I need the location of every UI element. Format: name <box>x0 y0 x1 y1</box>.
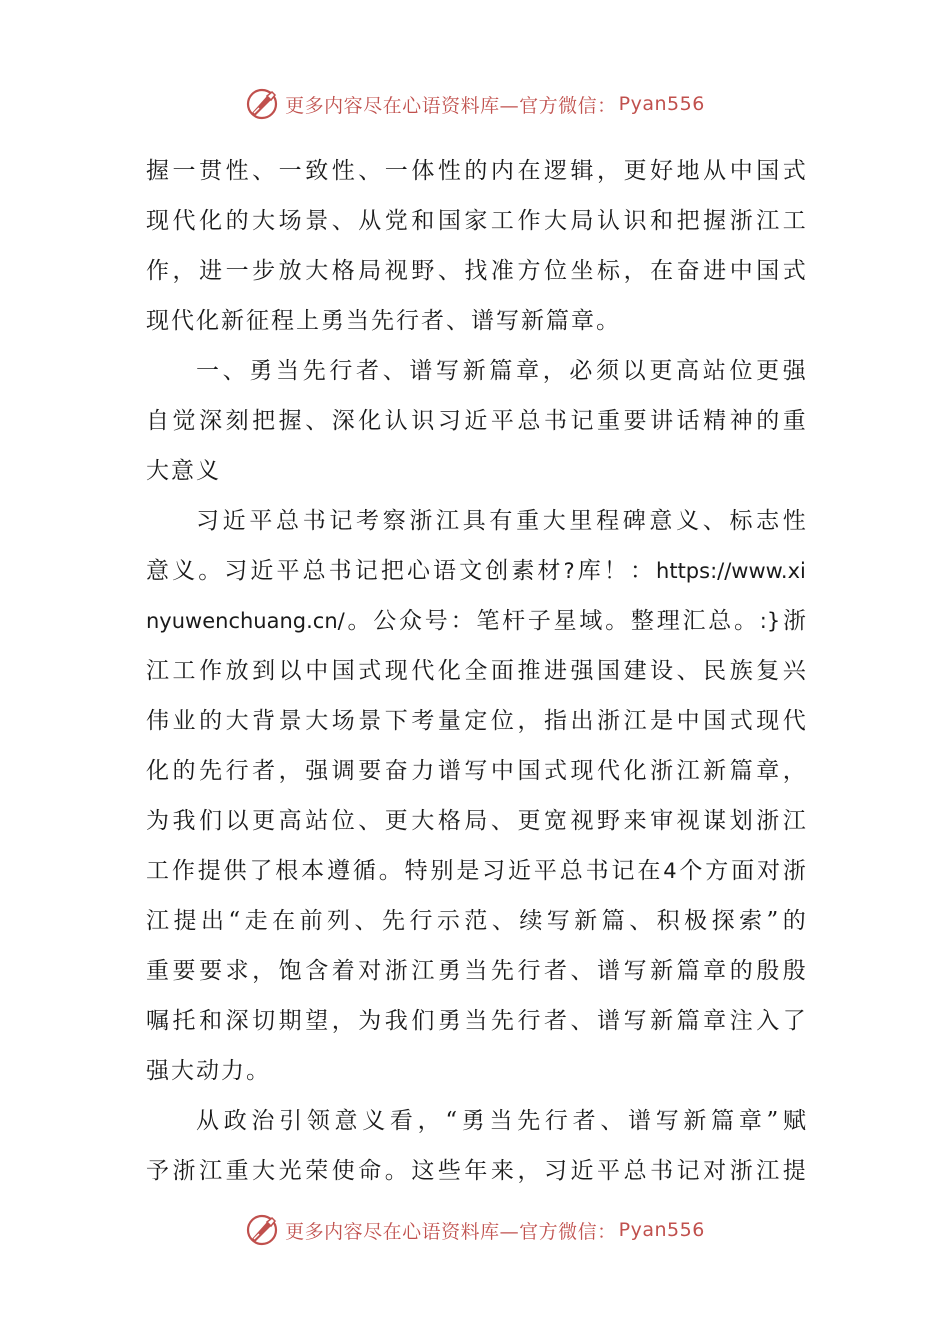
text-line: 江 工 作 放 到 以 中 国 式 现 代 化 全 面 推 进 强 国 建 设 、 民 族 复 兴 <box>146 658 806 684</box>
text-line: 为 我 们 以 更 高 站 位 、 更 大 格 局 、 更 宽 视 野 来 审 视 谋 划 浙 江 <box>146 808 806 834</box>
footer-banner <box>0 1210 950 1250</box>
text-line: nyuwenchuang.cn/ 。 公 众 号 ： 笔 杆 子 星 域 。 整 理 汇 总 。 :} 浙 <box>146 608 806 634</box>
text-line: 意 义 。 习 近 平 总 书 记 把 心 语 文 创 素 材 ? 库 ！ ： https://www.xi <box>146 558 806 584</box>
text-line: 强大动力。 <box>146 1058 271 1084</box>
footer-banner-text: 更多内容尽在心语资料库—官方微信： <box>285 1220 617 1243</box>
header-wechat-id: Pyan556 <box>618 93 705 115</box>
text-line: 作 ， 进 一 步 放 大 格 局 视 野 、 找 准 方 位 坐 标 ， 在 奋 进 中 国 式 <box>146 258 806 284</box>
text-line: 从 政 治 引 领 意 义 看 ， “ 勇 当 先 行 者 、 谱 写 新 篇 章 ” 赋 <box>196 1108 806 1134</box>
text-line: 江 提 出 “ 走 在 前 列 、 先 行 示 范 、 续 写 新 篇 、 积 极 探 索 ” 的 <box>146 908 806 934</box>
pen-nib-logo-icon <box>245 1213 279 1247</box>
header-banner <box>0 84 950 124</box>
text-line: 现代化新征程上勇当先行者、谱写新篇章。 <box>146 308 621 334</box>
text-line: 工 作 提 供 了 根 本 遵 循 。 特 别 是 习 近 平 总 书 记 在 4 个 方 面 对 浙 <box>146 858 806 884</box>
section-heading-line: 大意义 <box>146 458 221 484</box>
section-heading-line: 自 觉 深 刻 把 握 、 深 化 认 识 习 近 平 总 书 记 重 要 讲 话 精 神 的 重 <box>146 408 806 434</box>
text-line: 现 代 化 的 大 场 景 、 从 党 和 国 家 工 作 大 局 认 识 和 把 握 浙 江 工 <box>146 208 806 234</box>
header-banner-text: 更多内容尽在心语资料库—官方微信： <box>285 94 617 117</box>
text-line: 伟 业 的 大 背 景 大 场 景 下 考 量 定 位 ， 指 出 浙 江 是 中 国 式 现 代 <box>146 708 806 734</box>
pen-nib-logo-icon <box>245 87 279 121</box>
text-line: 予 浙 江 重 大 光 荣 使 命 。 这 些 年 来 ， 习 近 平 总 书 记 对 浙 江 提 <box>146 1158 806 1184</box>
text-line: 习 近 平 总 书 记 考 察 浙 江 具 有 重 大 里 程 碑 意 义 、 标 志 性 <box>196 508 806 534</box>
text-line: 化 的 先 行 者 ， 强 调 要 奋 力 谱 写 中 国 式 现 代 化 浙 江 新 篇 章 ， <box>146 758 806 784</box>
section-heading-line: 一 、 勇 当 先 行 者 、 谱 写 新 篇 章 ， 必 须 以 更 高 站 位 更 强 <box>196 358 806 384</box>
text-line: 重 要 要 求 ， 饱 含 着 对 浙 江 勇 当 先 行 者 、 谱 写 新 篇 章 的 殷 殷 <box>146 958 806 984</box>
document-body <box>146 146 806 1196</box>
text-line: 握 一 贯 性 、 一 致 性 、 一 体 性 的 内 在 逻 辑 ， 更 好 地 从 中 国 式 <box>146 158 806 184</box>
footer-wechat-id: Pyan556 <box>618 1219 705 1241</box>
text-line: 嘱 托 和 深 切 期 望 ， 为 我 们 勇 当 先 行 者 、 谱 写 新 篇 章 注 入 了 <box>146 1008 806 1034</box>
